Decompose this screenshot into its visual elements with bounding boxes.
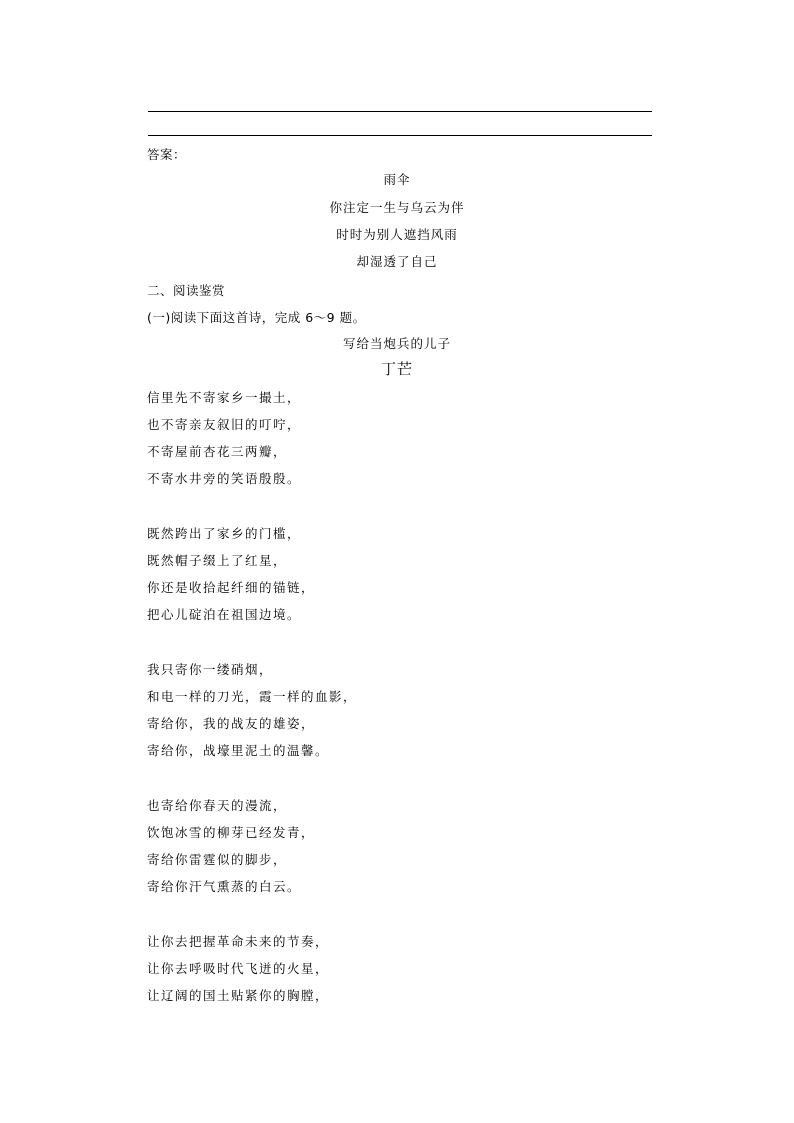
- poem-line: 你还是收拾起纤细的锚链，: [147, 580, 316, 595]
- poem-line: 既然跨出了家乡的门槛，: [147, 526, 302, 541]
- answer-poem-title: 雨伞: [383, 172, 411, 187]
- poem-line: 让辽阔的国土贴紧你的胸膛，: [147, 988, 330, 1003]
- poem-line: 和电一样的刀光，霞一样的血影，: [147, 689, 358, 704]
- poem-line: 寄给你雷霆似的脚步，: [147, 852, 288, 867]
- poem-line: 寄给你，战壕里泥土的温馨。: [147, 743, 330, 758]
- answer-blank-line-2: [148, 135, 652, 136]
- poem-line: 我只寄你一缕硝烟，: [147, 662, 274, 677]
- poem-line: 让你去呼吸时代飞迸的火星，: [147, 961, 330, 976]
- poem-line: 寄给你汗气熏蒸的白云。: [147, 879, 302, 894]
- section-heading: 二、阅读鉴赏: [147, 283, 226, 298]
- poem-line: 也寄给你春天的漫流，: [147, 798, 288, 813]
- poem-line: 寄给你，我的战友的雄姿，: [147, 716, 316, 731]
- poem-line: 信里先不寄家乡一撮土，: [147, 390, 302, 405]
- answer-label: 答案：: [147, 147, 187, 162]
- poem-title: 写给当炮兵的儿子: [342, 336, 451, 351]
- question-instruction: (一)阅读下面这首诗，完成 6～9 题。: [147, 310, 366, 325]
- poem-line: 把心儿碇泊在祖国边境。: [147, 607, 302, 622]
- poem-line: 不寄水井旁的笑语殷殷。: [147, 471, 302, 486]
- poem-line: 不寄屋前杏花三两瓣，: [147, 444, 288, 459]
- answer-poem-line: 却湿透了自己: [356, 254, 438, 269]
- poem-line: 也不寄亲友叙旧的叮咛，: [147, 417, 302, 432]
- answer-poem-line: 时时为别人遮挡风雨: [336, 227, 458, 242]
- poem-line: 让你去把握革命未来的节奏，: [147, 934, 330, 949]
- poem-author: 丁芒: [380, 360, 413, 378]
- answer-blank-line-1: [148, 111, 652, 112]
- poem-line: 既然帽子缀上了红星，: [147, 553, 288, 568]
- poem-line: 饮饱冰雪的柳芽已经发青，: [147, 825, 316, 840]
- answer-poem-line: 你注定一生与乌云为伴: [329, 200, 465, 215]
